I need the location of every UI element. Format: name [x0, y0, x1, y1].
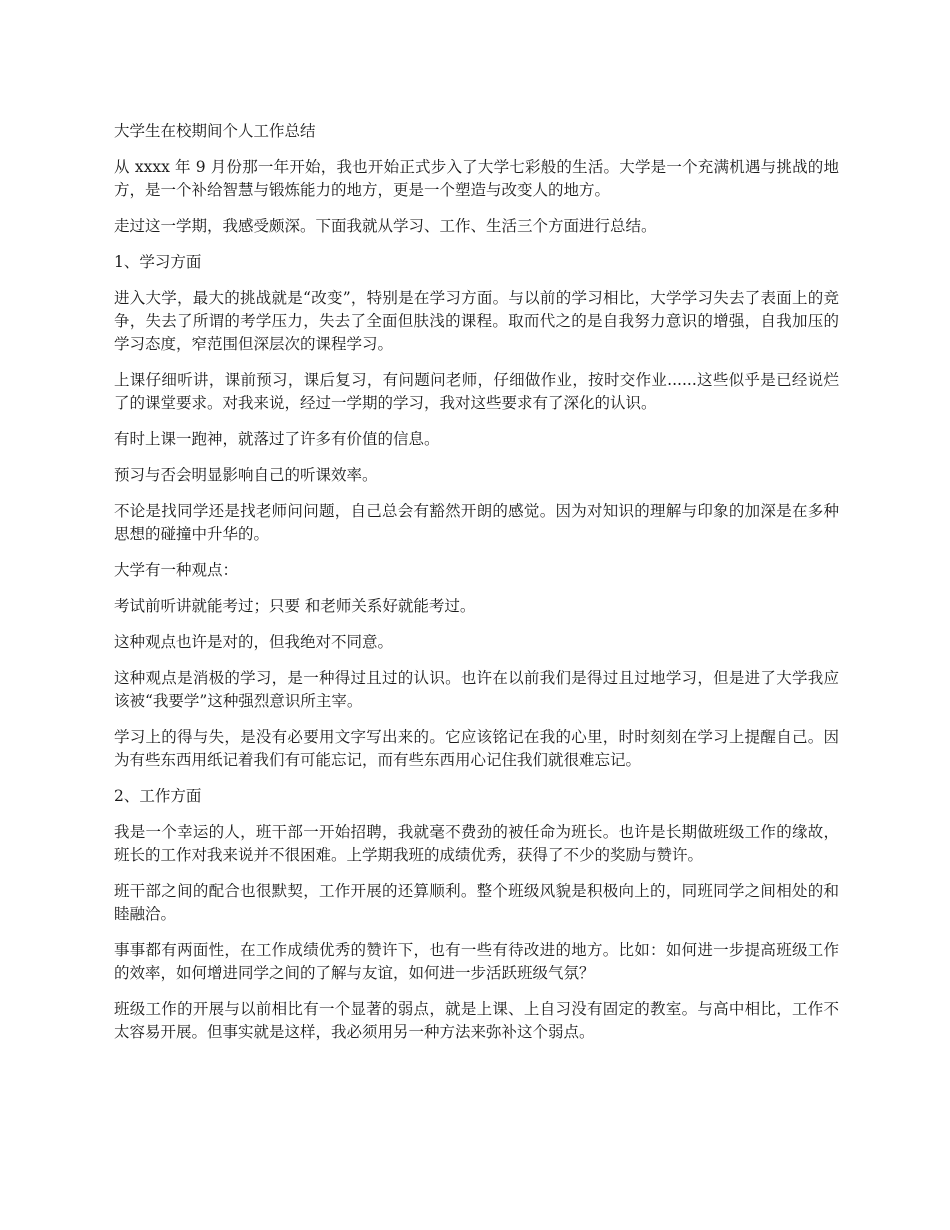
- work-paragraph-1: 我是一个幸运的人，班干部一开始招聘，我就毫不费劲的被任命为班长。也许是长期做班级工作的缘故，班长的工作对我来说并不很困难。上学期我班的成绩优秀，获得了不少的奖励与赞许。: [114, 823, 839, 864]
- study-paragraph-4: 预习与否会明显影响自己的听课效率。: [114, 466, 378, 484]
- section-heading-study: 1、学习方面: [114, 253, 202, 271]
- study-paragraph-2: 上课仔细听讲，课前预习，课后复习，有问题问老师，仔细做作业，按时交作业......这些似乎是已经说烂了的课堂要求。对我来说，经过一学期的学习，我对这些要求有了深化的认识。: [114, 371, 839, 412]
- section-heading-work: 2、工作方面: [114, 787, 202, 805]
- study-paragraph-5: 不论是找同学还是找老师问问题，自己总会有豁然开朗的感觉。因为对知识的理解与印象的加深是在多种思想的碰撞中升华的。: [114, 502, 839, 543]
- study-paragraph-3: 有时上课一跑神，就落过了许多有价值的信息。: [114, 430, 440, 448]
- study-paragraph-8: 这种观点也许是对的，但我绝对不同意。: [114, 633, 394, 651]
- work-paragraph-2: 班干部之间的配合也很默契，工作开展的还算顺利。整个班级风貌是积极向上的，同班同学之间相处的和睦融洽。: [114, 882, 839, 923]
- intro-paragraph-1: 从 xxxx 年 9 月份那一年开始，我也开始正式步入了大学七彩般的生活。大学是一个充满机遇与挑战的地方，是一个补给智慧与锻炼能力的地方，更是一个塑造与改变人的地方。: [114, 158, 839, 199]
- intro-paragraph-2: 走过这一学期，我感受颇深。下面我就从学习、工作、生活三个方面进行总结。: [114, 217, 657, 235]
- study-paragraph-6: 大学有一种观点：: [114, 561, 239, 579]
- study-paragraph-9: 这种观点是消极的学习，是一种得过且过的认识。也许在以前我们是得过且过地学习，但是进了大学我应该被“我要学”这种强烈意识所主宰。: [114, 669, 839, 710]
- document-title: 大学生在校期间个人工作总结: [114, 122, 316, 140]
- study-paragraph-10: 学习上的得与失，是没有必要用文字写出来的。它应该铭记在我的心里，时时刻刻在学习上提醒自己。因为有些东西用纸记着我们有可能忘记，而有些东西用心记住我们就很难忘记。: [114, 728, 839, 769]
- study-paragraph-7: 考试前听讲就能考过；只要 和老师关系好就能考过。: [114, 597, 476, 615]
- document-page: [114, 120, 839, 1057]
- work-paragraph-4: 班级工作的开展与以前相比有一个显著的弱点，就是上课、上自习没有固定的教室。与高中相比，工作不太容易开展。但事实就是这样，我必须用另一种方法来弥补这个弱点。: [114, 1000, 839, 1041]
- study-paragraph-1: 进入大学，最大的挑战就是“改变”，特别是在学习方面。与以前的学习相比，大学学习失去了表面上的竞争，失去了所谓的考学压力，失去了全面但肤浅的课程。取而代之的是自我努力意识的增强，自我加压的学习态度，窄范围但深层次的课程学习。: [114, 289, 839, 353]
- work-paragraph-3: 事事都有两面性，在工作成绩优秀的赞许下，也有一些有待改进的地方。比如：如何进一步提高班级工作的效率，如何增进同学之间的了解与友谊，如何进一步活跃班级气氛？: [114, 941, 839, 982]
